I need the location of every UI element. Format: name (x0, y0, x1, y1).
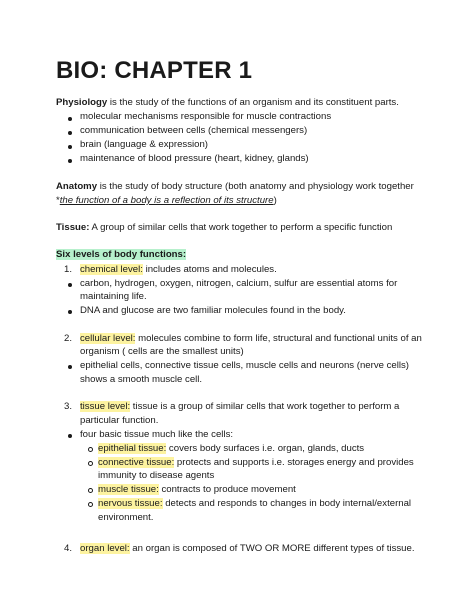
tissue-term: Tissue: (56, 222, 90, 233)
level-1-name: chemical level: (80, 264, 143, 275)
level-4-desc: an organ is composed of TWO OR MORE different types of tissue. (129, 543, 415, 554)
level-3-sub-4-desc: detects and responds to changes in body internal/external (162, 498, 412, 509)
physiology-term: Physiology (56, 97, 108, 108)
physiology-bullet-1: molecular mechanisms responsible for muscle contractions (80, 111, 332, 122)
bullet-dot (68, 145, 72, 149)
physiology-bullet-4: maintenance of blood pressure (heart, kidney, glands) (80, 153, 309, 164)
level-3-sub-2-desc: protects and supports i.e. storages energy and provides (174, 457, 414, 468)
levels-heading (56, 248, 186, 262)
physiology-text: is the study of the functions of an organism and its constituent parts. (107, 97, 399, 108)
level-3-sub-3-desc: contracts to produce movement (158, 484, 296, 495)
level-3-number: 3. (64, 401, 73, 412)
level-3-sub-4-cont: environment. (98, 512, 154, 523)
physiology-bullet-3: brain (language & expression) (80, 139, 208, 150)
level-1-number: 1. (64, 264, 73, 275)
level-1-bullet-1: carbon, hydrogen, oxygen, nitrogen, calcium, sulfur are essential atoms for (80, 278, 398, 289)
level-2-bullet-1-cont: shows a smooth muscle cell. (80, 374, 203, 385)
anatomy-note-prefix: * (56, 195, 60, 206)
bullet-dot (68, 159, 72, 163)
level-4-number: 4. (64, 543, 73, 554)
level-4-name: organ level: (80, 543, 130, 554)
level-3-sub-2-cont: immunity to disease agents (98, 470, 215, 481)
anatomy-note-suffix: ) (273, 195, 277, 206)
level-3-sub-3 (98, 483, 296, 497)
level-1-text (80, 263, 277, 277)
level-3-sub-3-name: muscle tissue: (98, 484, 159, 495)
anatomy-text: is the study of body structure (both anatomy and physiology work together (97, 181, 414, 192)
level-3-desc: tissue is a group of similar cells that work together to perform a (130, 401, 400, 412)
levels-heading-text: Six levels of body functions: (56, 249, 187, 260)
level-3-sub-1 (98, 442, 364, 456)
level-1-bullet-2: DNA and glucose are two familiar molecules found in the body. (80, 305, 346, 316)
level-2-text-cont: organism ( cells are the smallest units) (80, 346, 244, 357)
anatomy-term: Anatomy (56, 181, 98, 192)
level-3-sub-2-name: connective tissue: (98, 457, 175, 468)
bullet-dot (68, 365, 72, 369)
sub-bullet-circle (88, 461, 93, 466)
level-3-text-cont: particular function. (80, 415, 159, 426)
level-2-name: cellular level: (80, 333, 136, 344)
physiology-bullet-2: communication between cells (chemical messengers) (80, 125, 308, 136)
level-3-name: tissue level: (80, 401, 131, 412)
bullet-dot (68, 310, 72, 314)
level-3-sub-4-name: nervous tissue: (98, 498, 163, 509)
bullet-dot (68, 117, 72, 121)
level-2-bullet-1: epithelial cells, connective tissue cells, muscle cells and neurons (nerve cells) (80, 360, 410, 371)
level-4-text (80, 542, 415, 556)
tissue-text: A group of similar cells that work together to perform a specific function (89, 222, 393, 233)
level-2-text (80, 332, 422, 346)
bullet-dot (68, 131, 72, 135)
anatomy-note (56, 194, 277, 208)
physiology-definition (56, 96, 399, 110)
level-3-sub-2 (98, 456, 414, 470)
level-2-number: 2. (64, 333, 73, 344)
level-2-desc: molecules combine to form life, structural and functional units of an (135, 333, 422, 344)
page-title: BIO: CHAPTER 1 (56, 57, 253, 84)
anatomy-note-emphasis: the function of a body is a reflection of its structure (59, 195, 274, 206)
level-1-desc: includes atoms and molecules. (142, 264, 277, 275)
level-3-sub-1-desc: covers body surfaces i.e. organ, glands, ducts (166, 443, 365, 454)
sub-bullet-circle (88, 447, 93, 452)
level-3-sub-4 (98, 497, 411, 511)
anatomy-definition (56, 180, 414, 194)
bullet-dot (68, 283, 72, 287)
level-3-sub-1-name: epithelial tissue: (98, 443, 167, 454)
bullet-dot (68, 434, 72, 438)
level-1-bullet-1-cont: maintaining life. (80, 291, 147, 302)
level-3-bullet: four basic tissue much like the cells: (80, 429, 234, 440)
tissue-definition (56, 221, 392, 235)
level-3-text (80, 400, 399, 414)
sub-bullet-circle (88, 502, 93, 507)
sub-bullet-circle (88, 488, 93, 493)
